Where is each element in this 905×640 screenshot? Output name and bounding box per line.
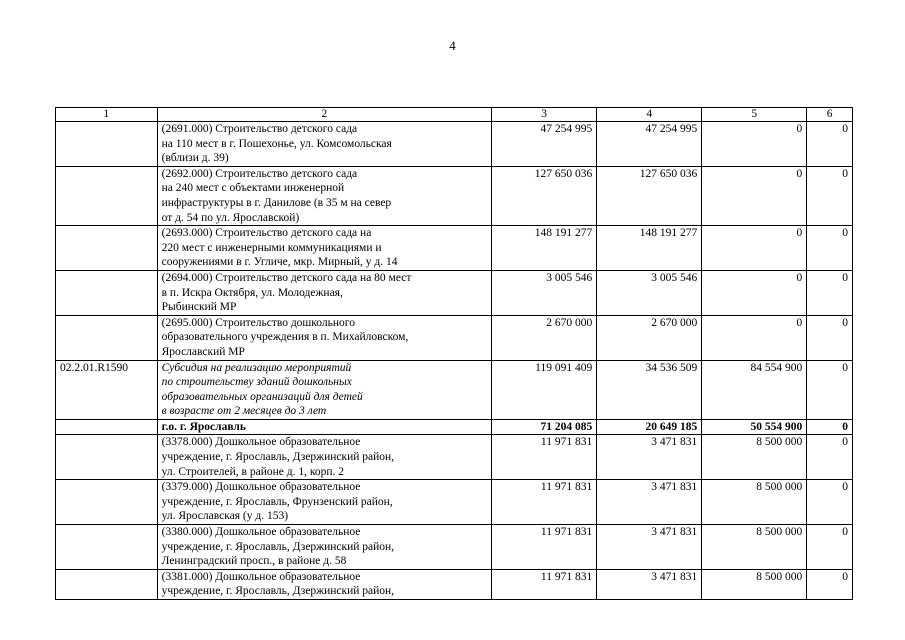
row-name: (3378.000) Дошкольное образовательное учреждение, г. Ярославль, Дзержинский район, ул. Строителей, в районе д. 1, корп. 2: [157, 435, 492, 480]
row-value-col5: 8 500 000: [702, 525, 807, 570]
row-code: [56, 270, 158, 315]
budget-table: [55, 107, 853, 600]
row-value-col6: 0: [807, 315, 853, 360]
row-value-col5: 0: [702, 166, 807, 225]
row-value-col3: 3 005 546: [492, 270, 597, 315]
row-value-col6: 0: [807, 360, 853, 419]
table-row: [56, 226, 853, 271]
row-code: [56, 226, 158, 271]
row-value-col6: 0: [807, 419, 853, 435]
row-value-col5: 84 554 900: [702, 360, 807, 419]
row-value-col4: 3 471 831: [597, 525, 702, 570]
row-value-col3: 2 670 000: [492, 315, 597, 360]
row-value-col4: 127 650 036: [597, 166, 702, 225]
table-header-row: [56, 108, 853, 122]
row-value-col3: 71 204 085: [492, 419, 597, 435]
row-value-col3: 127 650 036: [492, 166, 597, 225]
table-row: [56, 122, 853, 167]
table-row-subtotal: [56, 419, 853, 435]
table-row: [56, 270, 853, 315]
row-code: [56, 480, 158, 525]
row-code: [56, 315, 158, 360]
row-value-col3: 11 971 831: [492, 435, 597, 480]
row-name: (2693.000) Строительство детского сада на 220 мест с инженерными коммуникациями и сооружениями в г. Угличе, мкр. Мирный, у д. 14: [157, 226, 492, 271]
table-row-subsidy: [56, 360, 853, 419]
row-value-col5: 0: [702, 122, 807, 167]
column-header-1: 1: [56, 108, 158, 122]
column-header-6: 6: [807, 108, 853, 122]
table-row: [56, 435, 853, 480]
column-header-3: 3: [492, 108, 597, 122]
row-value-col6: 0: [807, 525, 853, 570]
table-row: [56, 525, 853, 570]
row-value-col4: 3 471 831: [597, 569, 702, 599]
row-value-col5: 0: [702, 226, 807, 271]
row-value-col6: 0: [807, 435, 853, 480]
row-value-col4: 3 005 546: [597, 270, 702, 315]
column-header-5: 5: [702, 108, 807, 122]
row-value-col4: 3 471 831: [597, 435, 702, 480]
row-value-col3: 11 971 831: [492, 525, 597, 570]
column-header-4: 4: [597, 108, 702, 122]
row-value-col6: 0: [807, 569, 853, 599]
row-name: (2691.000) Строительство детского сада на 110 мест в г. Пошехонье, ул. Комсомольская (вблизи д. 39): [157, 122, 492, 167]
row-name: (3381.000) Дошкольное образовательное учреждение, г. Ярославль, Дзержинский район,: [157, 569, 492, 599]
table-row: [56, 569, 853, 599]
table-row: [56, 166, 853, 225]
row-value-col5: 0: [702, 315, 807, 360]
row-code: [56, 419, 158, 435]
row-name: (2695.000) Строительство дошкольного образовательного учреждения в п. Михайловском, Ярославский МР: [157, 315, 492, 360]
row-value-col5: 50 554 900: [702, 419, 807, 435]
row-value-col3: 11 971 831: [492, 569, 597, 599]
row-value-col5: 8 500 000: [702, 435, 807, 480]
row-value-col4: 3 471 831: [597, 480, 702, 525]
row-value-col3: 148 191 277: [492, 226, 597, 271]
row-value-col6: 0: [807, 226, 853, 271]
row-value-col5: 8 500 000: [702, 569, 807, 599]
row-value-col4: 2 670 000: [597, 315, 702, 360]
row-value-col6: 0: [807, 122, 853, 167]
row-value-col3: 47 254 995: [492, 122, 597, 167]
row-name: (2692.000) Строительство детского сада на 240 мест с объектами инженерной инфраструктуры в г. Данилове (в 35 м на север от д. 54 по ул. Ярославской): [157, 166, 492, 225]
row-code: [56, 569, 158, 599]
row-value-col3: 11 971 831: [492, 480, 597, 525]
row-name: Субсидия на реализацию мероприятий по строительству зданий дошкольных образовательных организаций для детей в возрасте от 2 месяцев до 3 лет: [157, 360, 492, 419]
row-value-col6: 0: [807, 480, 853, 525]
row-value-col3: 119 091 409: [492, 360, 597, 419]
row-code: [56, 166, 158, 225]
row-value-col4: 47 254 995: [597, 122, 702, 167]
row-value-col6: 0: [807, 270, 853, 315]
row-code: [56, 435, 158, 480]
row-name: (2694.000) Строительство детского сада на 80 мест в п. Искра Октября, ул. Молодежная, Рыбинский МР: [157, 270, 492, 315]
row-code: [56, 525, 158, 570]
table-row: [56, 480, 853, 525]
row-code: 02.2.01.R1590: [56, 360, 158, 419]
row-name: г.о. г. Ярославль: [157, 419, 492, 435]
row-value-col5: 0: [702, 270, 807, 315]
row-value-col4: 20 649 185: [597, 419, 702, 435]
page-number: 4: [449, 38, 456, 53]
row-value-col4: 34 536 509: [597, 360, 702, 419]
row-value-col4: 148 191 277: [597, 226, 702, 271]
row-value-col6: 0: [807, 166, 853, 225]
column-header-2: 2: [157, 108, 492, 122]
row-name: (3379.000) Дошкольное образовательное учреждение, г. Ярославль, Фрунзенский район, ул. Ярославская (у д. 153): [157, 480, 492, 525]
table-row: [56, 315, 853, 360]
row-value-col5: 8 500 000: [702, 480, 807, 525]
row-code: [56, 122, 158, 167]
row-name: (3380.000) Дошкольное образовательное учреждение, г. Ярославль, Дзержинский район, Ленинградский просп., в районе д. 58: [157, 525, 492, 570]
